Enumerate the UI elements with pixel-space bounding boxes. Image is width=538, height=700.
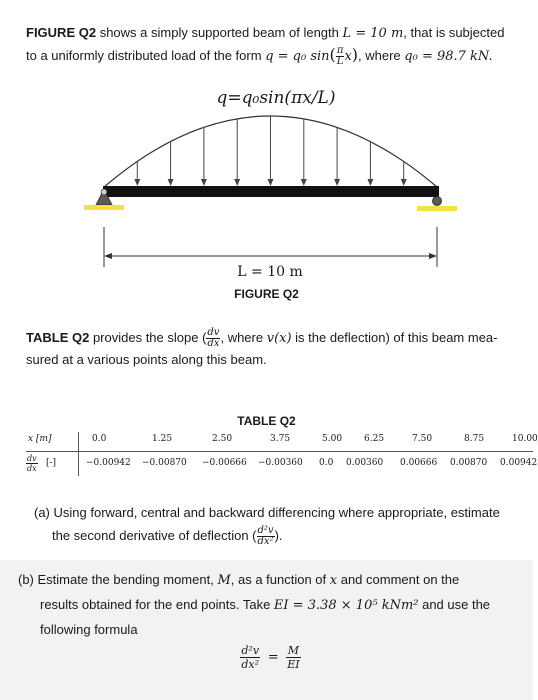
part-b <box>18 568 523 671</box>
intro-tail: , that is subjected <box>403 25 505 40</box>
span-label: L = 10 m <box>237 264 303 280</box>
beam <box>103 186 439 197</box>
v-expression: v(x) <box>266 331 292 346</box>
x-header: x [m] <box>28 434 52 444</box>
table-vrule <box>78 432 79 476</box>
table-intro-text-2: , where <box>220 330 267 345</box>
load-text: to a uniformly distributed load of the form <box>26 48 266 63</box>
part-a-line-2: the second derivative of deflection ( $\frac{\text{d²v}}{\text{dx²}}$ ). <box>52 525 283 548</box>
table-hrule <box>26 451 533 452</box>
intro-line-1 <box>26 22 518 44</box>
load-arrow-head <box>367 179 373 186</box>
load-eq-x: x <box>344 49 352 64</box>
x-value-cell: 0.0 <box>92 434 107 444</box>
figure-caption: FIGURE Q2 <box>234 287 299 301</box>
table-ref: TABLE Q2 <box>26 330 90 345</box>
length-equation: L = 10 m <box>342 26 404 41</box>
table-intro <box>26 327 518 370</box>
intro-text: shows a simply supported beam of length <box>96 25 343 40</box>
part-b-line-3: following formula <box>40 622 138 637</box>
load-arrow-head <box>334 179 340 186</box>
x-value-cell: 3.75 <box>270 434 291 444</box>
part-b-line-1: (b) Estimate the bending moment, M, as a function of x and comment on the <box>18 572 460 588</box>
x-value-cell: 5.00 <box>322 434 343 444</box>
slope-unit: [-] <box>46 458 57 468</box>
load-arrow-head <box>401 179 407 186</box>
slope-value-cell: 0.00870 <box>450 458 488 468</box>
x-value-cell: 8.75 <box>464 434 485 444</box>
dv-dx-fraction: $\frac{dv}{dx}$ <box>207 327 220 350</box>
table-intro-line-2: sured at a various points along this beam. <box>26 352 267 368</box>
intro-line-2: to a uniformly distributed load of the form q = q₀ sin( $\frac{\pi}{L}$ x), where q₀ = 98.7 kN. <box>26 45 493 68</box>
slope-header: $\frac{dv}{dx}$ <box>27 454 37 473</box>
left-support-base <box>84 205 124 210</box>
slope-value-cell: −0.00360 <box>258 458 303 468</box>
table-intro-text-1: provides the slope ( <box>89 330 207 345</box>
table-title: TABLE Q2 <box>237 414 296 428</box>
q0-equation: q₀ = 98.7 kN. <box>404 49 493 64</box>
slope-value-cell: 0.00360 <box>346 458 384 468</box>
x-value-cell: 7.50 <box>412 434 433 444</box>
x-value-cell: 6.25 <box>364 434 385 444</box>
load-arrow-head <box>134 179 140 186</box>
bending-formula: $\frac{\text{d²v}}{\text{dx²}}$ = $\frac{M}{EI}$ <box>241 644 300 671</box>
load-arrow-head <box>301 179 307 186</box>
load-arrow-head <box>268 179 274 186</box>
slope-value-cell: −0.00666 <box>202 458 247 468</box>
intro-paragraph <box>26 22 518 67</box>
slope-value-cell: 0.0 <box>319 458 334 468</box>
part-a-line-1: (a) Using forward, central and backward differencing where appropriate, estimate <box>34 505 500 520</box>
d2v-dx2-fraction: $\frac{\text{d²v}}{\text{dx²}}$ <box>257 525 274 548</box>
part-b-line-2: results obtained for the end points. Take EI = 3.38 × 10⁵ kNm² and use the <box>40 597 491 613</box>
load-arrow-head <box>201 179 207 186</box>
beam-figure <box>0 75 533 305</box>
right-support <box>417 197 457 212</box>
load-arrow-head <box>234 179 240 186</box>
x-value-cell: 10.00 <box>512 434 538 444</box>
where-text: , where <box>358 48 405 63</box>
x-value-cell: 1.25 <box>152 434 173 444</box>
table-intro-text-3: is the deflection) of this beam mea- <box>291 330 498 345</box>
load-arrows <box>134 116 406 186</box>
pi-over-L-fraction: $\frac{\pi}{L}$ <box>336 45 344 68</box>
slope-value-cell: −0.00870 <box>142 458 187 468</box>
x-value-cell: 2.50 <box>212 434 233 444</box>
slope-value-cell: 0.00942 <box>500 458 538 468</box>
part-a <box>34 502 524 547</box>
figure-ref: FIGURE Q2 <box>26 25 97 40</box>
right-support-base <box>417 206 457 211</box>
table-intro-line-1 <box>26 327 518 349</box>
load-arrow-head <box>168 179 174 186</box>
slope-value-cell: −0.00942 <box>86 458 131 468</box>
slope-value-cell: 0.00666 <box>400 458 438 468</box>
load-eq-prefix: q = q₀ sin <box>265 49 330 64</box>
load-label: q=q₀sin(πx/L) <box>216 88 336 108</box>
